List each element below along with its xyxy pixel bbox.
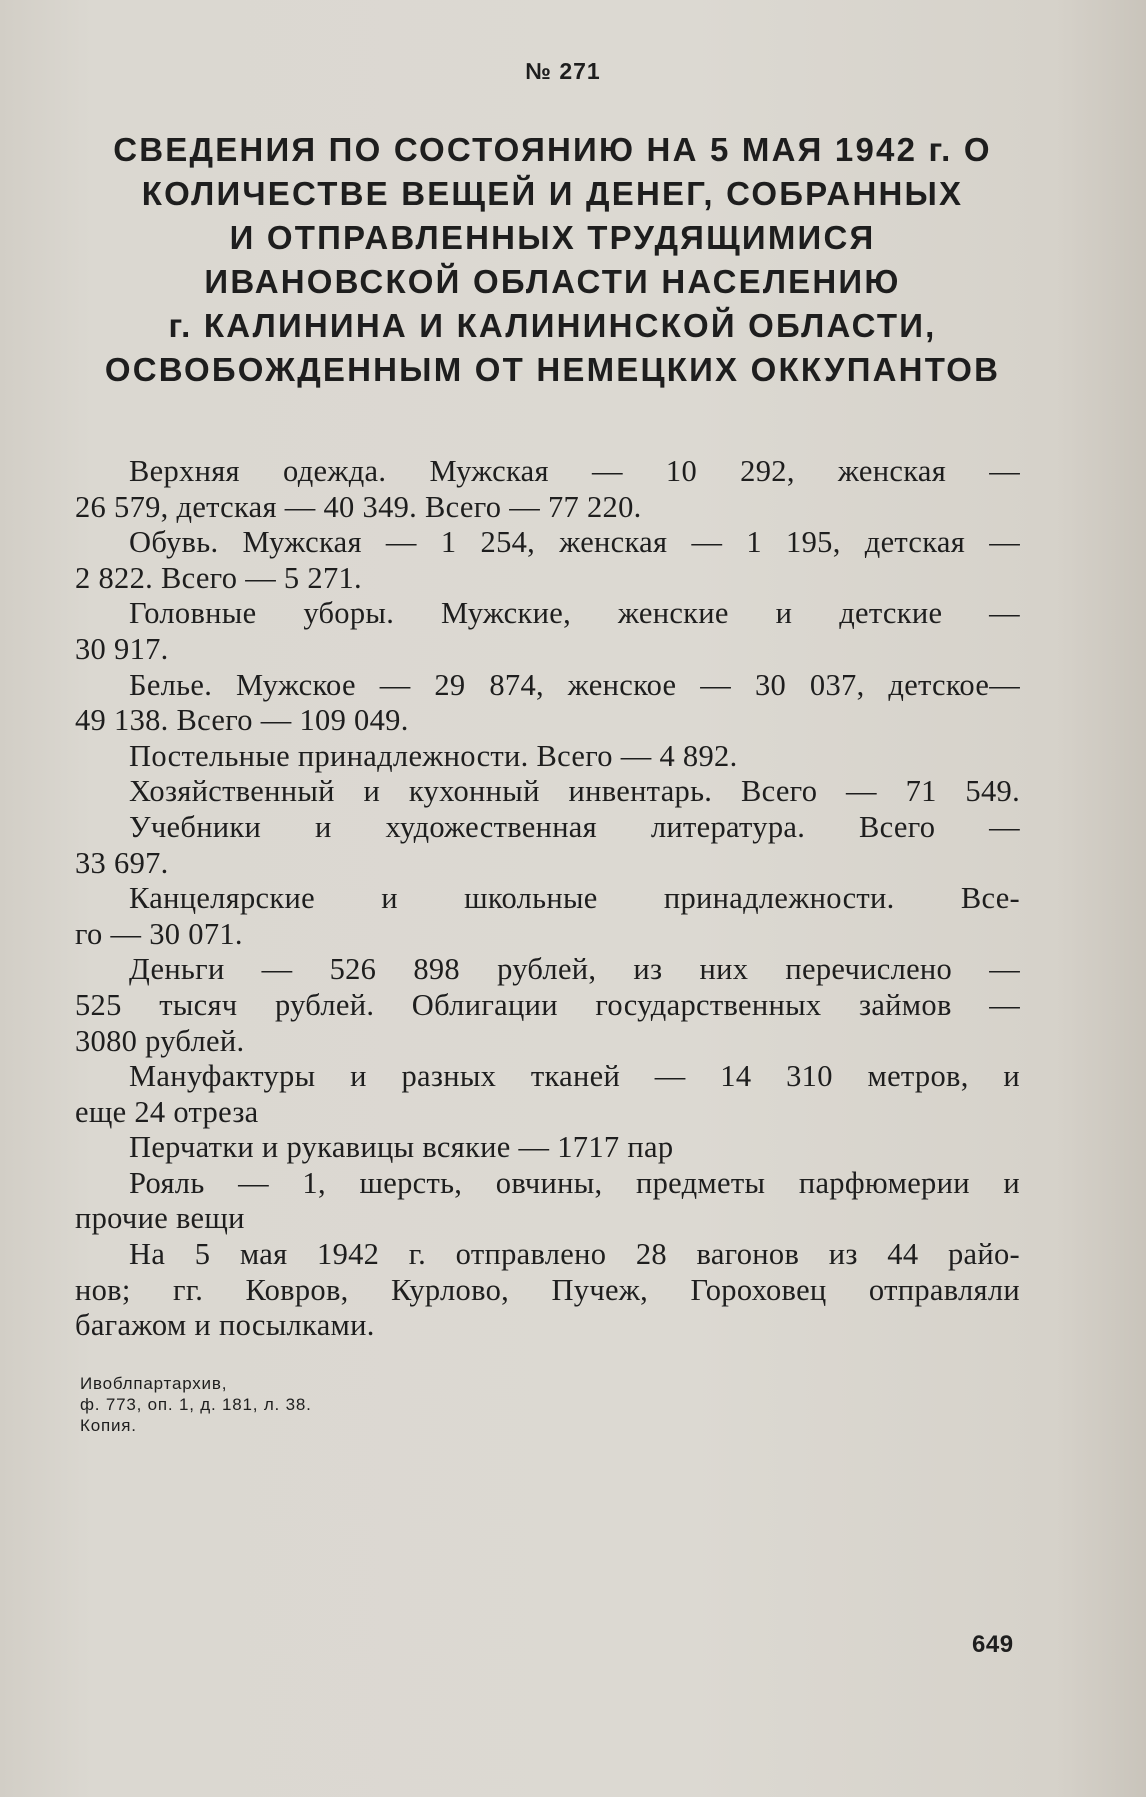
text-line: 26 579, детская — 40 349. Всего — 77 220.	[75, 489, 642, 524]
paragraph-headwear	[75, 596, 1020, 667]
text-line: Мануфактуры и разных тканей — 14 310 метров, и	[129, 1059, 1020, 1094]
text-line: го — 30 071.	[75, 916, 243, 951]
paragraph-fabrics	[75, 1059, 1020, 1130]
paragraph-stationery	[75, 881, 1020, 952]
document-number: № 271	[525, 58, 601, 84]
text-line: Обувь. Мужская — 1 254, женская — 1 195, детская —	[129, 525, 1020, 560]
paragraph-household	[75, 774, 1020, 810]
text-line: прочие вещи	[75, 1201, 245, 1236]
text-line: Хозяйственный и кухонный инвентарь. Всего — 71 549.	[129, 774, 1020, 809]
title-line: КОЛИЧЕСТВЕ ВЕЩЕЙ И ДЕНЕГ, СОБРАННЫХ	[141, 175, 964, 212]
text-line: 3080 рублей.	[75, 1023, 245, 1058]
paragraph-money	[75, 952, 1020, 1059]
paragraph-footwear	[75, 525, 1020, 596]
source-line: ф. 773, оп. 1, д. 181, л. 38.	[80, 1395, 312, 1414]
paragraph-shipping	[75, 1237, 1020, 1344]
archive-source-note	[80, 1373, 312, 1436]
document-title	[70, 128, 1035, 392]
text-line: Рояль — 1, шерсть, овчины, предметы парфюмерии и	[129, 1165, 1020, 1200]
text-line: Верхняя одежда. Мужская — 10 292, женская —	[129, 454, 1020, 488]
text-line: Белье. Мужское — 29 874, женское — 30 037, детское—	[129, 667, 1020, 702]
text-line: Постельные принадлежности. Всего — 4 892.	[129, 738, 738, 773]
page-number: 649	[972, 1631, 1014, 1658]
text-line: 2 822. Всего — 5 271.	[75, 560, 362, 595]
title-line: ИВАНОВСКОЙ ОБЛАСТИ НАСЕЛЕНИЮ	[204, 263, 901, 300]
text-line: Головные уборы. Мужские, женские и детские —	[129, 596, 1020, 631]
title-line: СВЕДЕНИЯ ПО СОСТОЯНИЮ НА 5 МАЯ 1942 г. О	[113, 131, 992, 168]
text-line: багажом и посылками.	[75, 1308, 375, 1343]
text-line: Перчатки и рукавицы всякие — 1717 пар	[129, 1130, 674, 1165]
text-line: Деньги — 526 898 рублей, из них перечислено —	[129, 952, 1020, 987]
paragraph-bedding	[75, 739, 1020, 775]
text-line: 30 917.	[75, 631, 169, 666]
paragraph-books	[75, 810, 1020, 881]
source-line: Ивоблпартархив,	[80, 1374, 228, 1393]
paragraph-outerwear	[75, 454, 1020, 525]
text-line: 49 138. Всего — 109 049.	[75, 703, 409, 738]
paragraph-linen	[75, 668, 1020, 739]
text-line: Учебники и художественная литература. Всего —	[129, 809, 1020, 844]
text-line: На 5 мая 1942 г. отправлено 28 вагонов из 44 райо-	[129, 1237, 1020, 1272]
text-line: Канцелярские и школьные принадлежности. Все-	[129, 881, 1020, 916]
title-line: г. КАЛИНИНА И КАЛИНИНСКОЙ ОБЛАСТИ,	[168, 307, 937, 344]
text-line: 525 тысяч рублей. Облигации государственных займов —	[75, 987, 1020, 1022]
title-line: ОСВОБОЖДЕННЫМ ОТ НЕМЕЦКИХ ОККУПАНТОВ	[104, 351, 1001, 388]
paragraph-piano	[75, 1166, 1020, 1237]
text-line: 33 697.	[75, 845, 169, 880]
text-line: нов; гг. Ковров, Курлово, Пучеж, Гороховец отправляли	[75, 1272, 1020, 1307]
document-body	[75, 454, 1020, 1344]
text-line: еще 24 отреза	[75, 1094, 259, 1129]
title-line: И ОТПРАВЛЕННЫХ ТРУДЯЩИМИСЯ	[229, 219, 876, 256]
source-line: Копия.	[80, 1416, 137, 1435]
paragraph-gloves	[75, 1130, 1020, 1166]
